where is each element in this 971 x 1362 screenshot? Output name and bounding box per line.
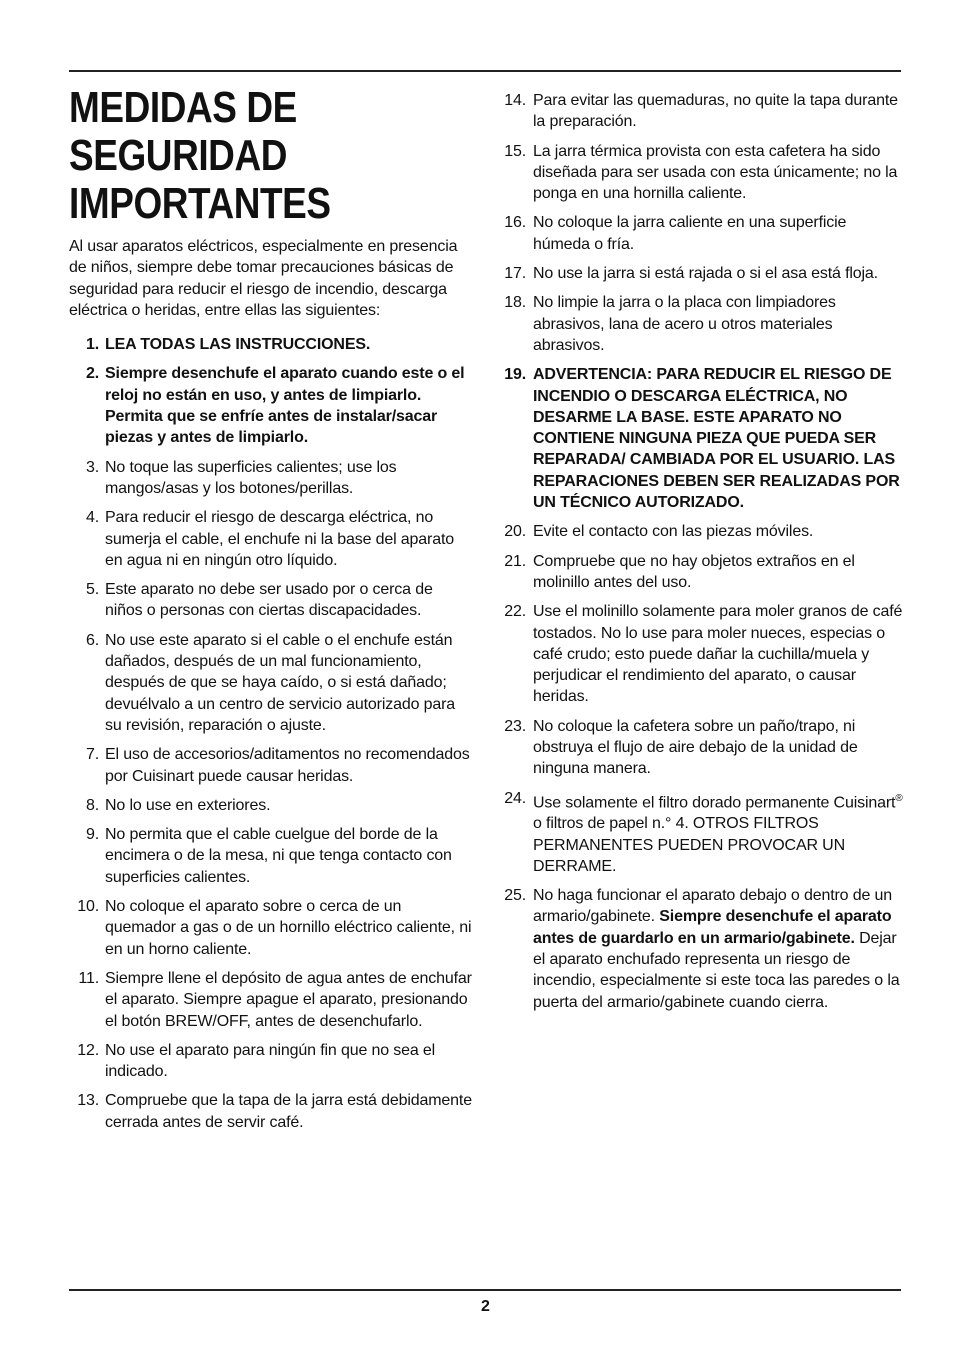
list-item-warning: 19. ADVERTENCIA: PARA REDUCIR EL RIESGO DE INCENDIO O DESCARGA ELÉCTRICA, NO DESARME LA BASE. ESTE APARATO NO CONTIENE NINGUNA PIEZA QUE PUEDA SER REPARADA/ CAMBIADA POR EL USUARIO. LAS REPARACIONES DEBEN SER REALIZADAS POR UN TÉCNICO AUTORIZADO. xyxy=(504,366,900,512)
list-item: 12. No use el aparato para ningún fin que no sea el indicado. xyxy=(77,1041,436,1081)
title-line-2: SEGURIDAD xyxy=(69,131,288,180)
title-line-1: MEDIDAS DE xyxy=(69,83,297,132)
page-number: 2 xyxy=(481,1298,490,1315)
list-item: 1. LEA TODAS LAS INSTRUCCIONES. xyxy=(85,336,371,354)
list-item: 6. No use este aparato si el cable o el enchufe están dañados, después de un mal funcionamiento, después de que se haya caído, o si está dañado; devuélvalo a un centro de servicio autorizado para su revisión, reparación o ajuste. xyxy=(85,631,456,734)
list-item: 15. La jarra térmica provista con esta cafetera ha sido diseñada para ser usada con esta únicamente; no la ponga en una hornilla caliente. xyxy=(504,142,898,203)
list-item: 22. Use el molinillo solamente para moler granos de café tostados. No lo use para moler nueces, especias o café crudo; esto puede dañar la cuchilla/muela y perjudicar el rendimiento del aparato, o causar heridas. xyxy=(504,603,903,706)
intro-paragraph: Al usar aparatos eléctricos, especialmente en presencia de niños, siempre debe tomar precauciones básicas de seguridad para reducir el riesgo de incendio, descarga eléctrica o heridas, entre ellas las siguientes: xyxy=(69,238,458,319)
left-column xyxy=(69,84,474,1141)
list-item: 21. Compruebe que no hay objetos extraños en el molinillo antes del uso. xyxy=(504,552,855,591)
list-item: 4. Para reducir el riesgo de descarga eléctrica, no sumerja el cable, el enchufe ni la base del aparato en agua ni en ningún otro líquido. xyxy=(85,509,455,569)
list-item: 25. No haga funcionar el aparato debajo o dentro de un armario/gabinete. Siempre desenchufe el aparato antes de guardarlo en un armario/gabinete. Dejar el aparato enchufado representa un riesgo de incendio, especialmente si este toca las paredes o la puerta del armario/gabinete cuando cierra. xyxy=(504,887,900,1011)
right-column xyxy=(500,90,904,1021)
safety-list-left xyxy=(69,334,474,1133)
list-item: 17. No use la jarra si está rajada o si el asa está floja. xyxy=(504,265,878,283)
list-item: 20. Evite el contacto con las piezas móviles. xyxy=(504,523,814,541)
list-item: 3. No toque las superficies calientes; use los mangos/asas y los botones/perillas. xyxy=(85,458,397,497)
list-item: 13. Compruebe que la tapa de la jarra está debidamente cerrada antes de servir café. xyxy=(77,1092,472,1131)
list-item: 16. No coloque la jarra caliente en una superficie húmeda o fría. xyxy=(504,214,847,253)
list-item: 7. El uso de accesorios/aditamentos no recomendados por Cuisinart puede causar heridas. xyxy=(85,746,470,785)
registered-mark: ® xyxy=(895,792,903,804)
safety-list-right xyxy=(500,90,904,1013)
list-item: 8. No lo use en exteriores. xyxy=(85,796,271,814)
list-item: 9. No permita que el cable cuelgue del borde de la encimera o de la mesa, ni que tenga contacto con superficies calientes. xyxy=(85,826,452,886)
top-rule xyxy=(69,70,901,72)
list-item: 2. Siempre desenchufe el aparato cuando este o el reloj no están en uso, y antes de limpiarlo. Permita que se enfríe antes de instalar/sacar piezas y antes de limpiarlo. xyxy=(85,365,465,447)
list-item: 10. No coloque el aparato sobre o cerca de un quemador a gas o de un hornillo eléctrico caliente, ni en un horno caliente. xyxy=(77,898,472,958)
title-line-3: IMPORTANTES xyxy=(69,179,331,228)
list-item: 23. No coloque la cafetera sobre un paño/trapo, ni obstruya el flujo de aire debajo de la unidad de ninguna manera. xyxy=(504,717,858,778)
list-item: 24. Use solamente el filtro dorado permanente Cuisinart® o filtros de papel n.° 4. OTROS FILTROS PERMANENTES PUEDEN PROVOCAR UN DERRAME. xyxy=(504,789,903,875)
list-item: 18. No limpie la jarra o la placa con limpiadores abrasivos, lana de acero u otros materiales abrasivos. xyxy=(504,294,836,354)
list-item: 5. Este aparato no debe ser usado por o cerca de niños o personas con ciertas discapacidades. xyxy=(85,581,433,620)
list-item: 14. Para evitar las quemaduras, no quite la tapa durante la preparación. xyxy=(504,92,898,131)
page-title xyxy=(69,84,472,228)
list-item: 11. Siempre llene el depósito de agua antes de enchufar el aparato. Siempre apague el aparato, presionando el botón BREW/OFF, antes de desenchufarlo. xyxy=(78,969,472,1030)
bottom-rule xyxy=(69,1289,901,1291)
